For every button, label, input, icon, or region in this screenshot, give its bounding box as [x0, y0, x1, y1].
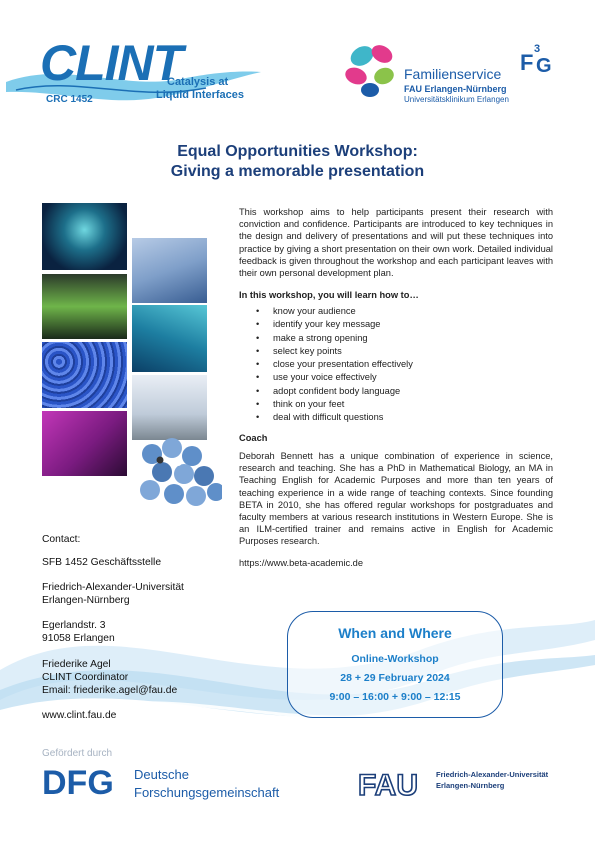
- list-item: • identify your key message: [256, 318, 413, 331]
- coach-heading: Coach: [239, 433, 268, 443]
- list-item: • use your voice effectively: [256, 371, 413, 384]
- familienservice-subtitle-2: Universitätsklinikum Erlangen: [404, 95, 509, 104]
- photo-sample-bottles: [132, 375, 207, 440]
- list-item: • deal with difficult questions: [256, 411, 413, 424]
- clint-tagline-1: Catalysis at: [167, 76, 229, 88]
- coach-link[interactable]: https://www.beta-academic.de: [239, 558, 364, 568]
- fau-logo: [358, 768, 432, 798]
- fau-logo-text: FAU: [358, 769, 418, 798]
- list-item: • close your presentation effectively: [256, 358, 413, 371]
- contact-street: Egerlandstr. 3: [42, 620, 106, 631]
- list-item: • make a strong opening: [256, 332, 413, 345]
- photo-lab-equipment: [42, 411, 127, 476]
- contact-website[interactable]: www.clint.fau.de: [42, 710, 117, 721]
- page-title-line-1: Equal Opportunities Workshop:: [177, 143, 418, 160]
- contact-email[interactable]: Email: friederike.agel@fau.de: [42, 685, 178, 696]
- learn-list: [256, 305, 413, 425]
- dfg-logo-text: DFG: [42, 764, 114, 798]
- contact-label: Contact:: [42, 534, 81, 545]
- photo-lab-monitors: [42, 274, 127, 339]
- contact-office: SFB 1452 Geschäftsstelle: [42, 557, 162, 568]
- familienservice-subtitle-1: FAU Erlangen-Nürnberg: [404, 84, 507, 94]
- photo-microscopy-cells: [42, 203, 127, 270]
- funded-by-label: Gefördert durch: [42, 748, 113, 759]
- when-format: Online-Workshop: [351, 653, 439, 665]
- svg-text:F: F: [520, 50, 534, 75]
- learn-heading: In this workshop, you will learn how to…: [239, 290, 419, 300]
- svg-text:G: G: [536, 55, 552, 77]
- when-where-title: When and Where: [338, 625, 452, 641]
- contact-person: Friederike Agel: [42, 659, 111, 670]
- f3g-logo: [518, 38, 558, 78]
- fau-name-line-1: Friedrich-Alexander-Universität: [436, 770, 549, 779]
- photo-blue-particles: [42, 342, 127, 408]
- photo-lab-flasks: [132, 305, 207, 372]
- clint-logo-text: CLINT: [40, 35, 183, 91]
- when-date: 28 + 29 February 2024: [340, 672, 450, 684]
- list-item: • know your audience: [256, 305, 413, 318]
- list-item: • adopt confident body language: [256, 385, 413, 398]
- intro-paragraph: This workshop aims to help participants present their research with conviction and confidence. Participants are introduced to key techniques in the design and delivery of presentations and will put these techniques into practice by giving a short presentation on their own work. Detailed individual feedback is given throughout the workshop and each participant leaves with their own personal development plan.: [239, 207, 553, 279]
- photo-molecule-spheres: [132, 434, 222, 514]
- contact-university-2: Erlangen-Nürnberg: [42, 595, 130, 606]
- dfg-logo: [42, 764, 122, 798]
- clint-crc-label: CRC 1452: [46, 94, 93, 105]
- contact-university-1: Friedrich-Alexander-Universität: [42, 582, 184, 593]
- photo-lab-glass: [132, 238, 207, 303]
- clint-tagline-2: Liquid Interfaces: [156, 89, 245, 101]
- dfg-name-line-1: Deutsche: [134, 767, 189, 782]
- page-title-line-2: Giving a memorable presentation: [170, 163, 425, 180]
- list-item: • select key points: [256, 345, 413, 358]
- coach-paragraph: Deborah Bennett has a unique combination of experience in science, research and teaching. She has a PhD in Mathematical Biology, an MA in Teaching English for Academic Purposes and more than ten years of teaching experience in a wide range of teaching contexts. Since founding BETA in 2010, she has offered regular workshops for postgraduates and faculty members at various research institutions in Western Europe. She is an ILM-certified trainer and remains active in English for Academic Purposes research.: [239, 451, 553, 547]
- svg-text:3: 3: [534, 43, 541, 55]
- when-time: 9:00 – 16:00 + 9:00 – 12:15: [329, 691, 461, 703]
- familienservice-flower-icon: [340, 36, 410, 106]
- contact-role: CLINT Coordinator: [42, 672, 129, 683]
- list-item: • think on your feet: [256, 398, 413, 411]
- contact-city: 91058 Erlangen: [42, 633, 115, 644]
- fau-name-line-2: Erlangen-Nürnberg: [436, 781, 505, 790]
- familienservice-title: Familienservice: [404, 66, 502, 82]
- dfg-name-line-2: Forschungsgemeinschaft: [134, 785, 280, 800]
